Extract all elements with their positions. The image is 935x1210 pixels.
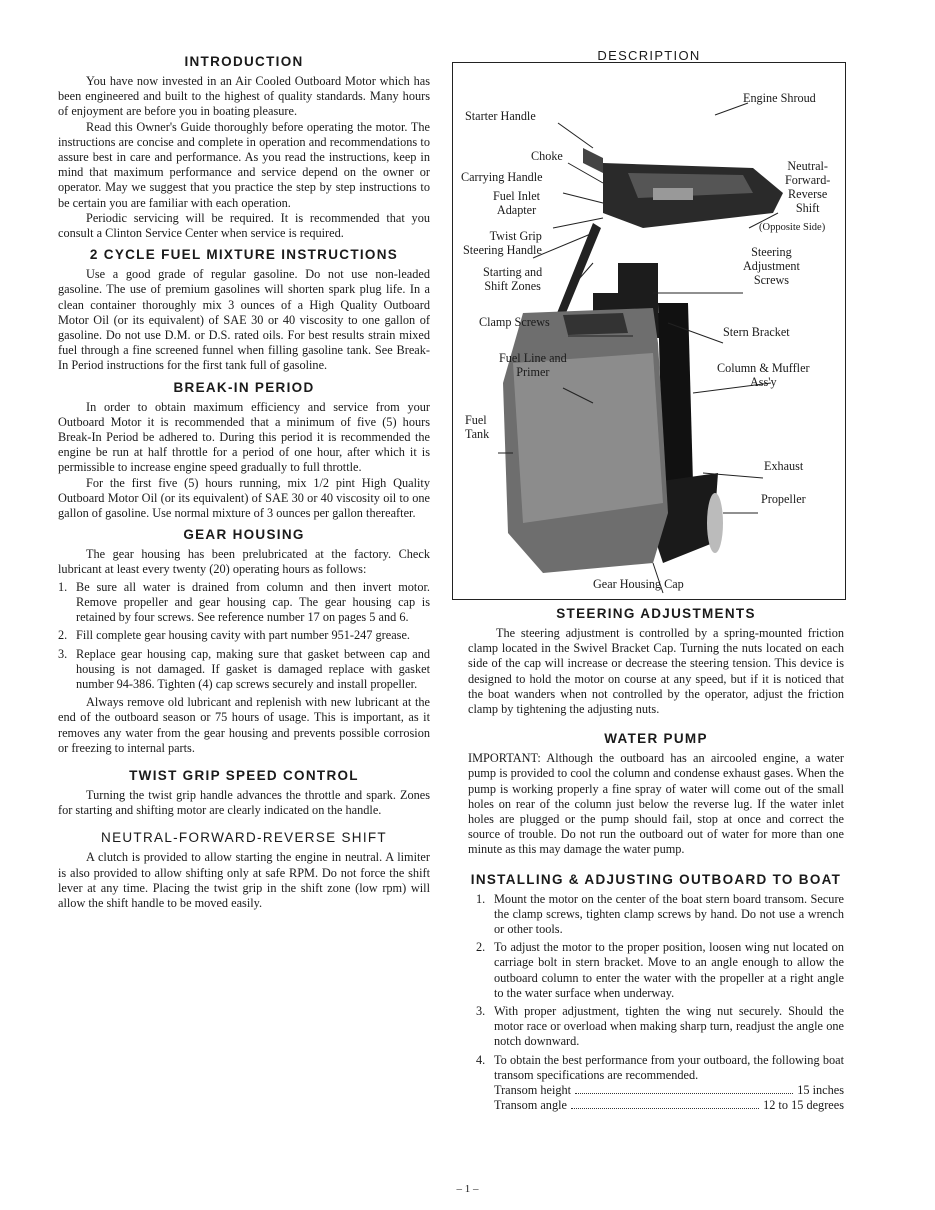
label-fuel-tank: Fuel Tank <box>465 413 490 441</box>
spec-row <box>494 1098 844 1113</box>
spec-value: 15 inches <box>797 1083 844 1098</box>
label-starter-handle: Starter Handle <box>465 109 536 123</box>
introduction-paragraph-1: You have now invested in an Air Cooled Outboard Motor which has been engineered and built to the highest of quality standards. Many hours of enjoyment are before you in boating pleasure. <box>58 74 430 119</box>
twist-grip-paragraph: Turning the twist grip handle advances the throttle and spark. Zones for starting and shifting motor are clearly indicated on the handle. <box>58 787 430 818</box>
label-propeller: Propeller <box>761 492 806 506</box>
list-item: 4. To obtain the best performance from your outboard, the following boat transom specifications are recommended. Transom height 15 inches Transom angle 12 to 15 degrees <box>476 1052 844 1113</box>
list-item: 1. Be sure all water is drained from column and then invert motor. Remove propeller and gear housing cap. The gear housing cap is retained by four screws. See reference number 17 on pages 5 and 6. <box>58 579 430 625</box>
label-fuel-inlet-adapter: Fuel Inlet Adapter <box>493 189 541 217</box>
nfr-shift-paragraph: A clutch is provided to allow starting the engine in neutral. A limiter is also provided to allow shifting only at safe RPM. Do not force the shift lever at any time. Placing the twist grip in the shift zone (low rpm) will allow the shift handle to be moved easily. <box>58 850 430 910</box>
figure-frame <box>452 62 846 600</box>
gear-housing-heading: GEAR HOUSING <box>183 527 305 543</box>
introduction-heading: INTRODUCTION <box>184 54 304 69</box>
label-opposite-side: (Opposite Side) <box>759 222 826 233</box>
introduction-paragraph-3: Periodic servicing will be required. It is recommended that you consult a Clinton Service Center when service is required. <box>58 210 430 241</box>
label-column-muffler: Column & Muffler Ass'y <box>717 361 810 389</box>
right-column <box>468 600 844 1116</box>
list-item: 2. To adjust the motor to the proper position, loosen wing nut located on carriage bolt in stern bracket. Move to an angle enough to allow the outboard column to enter the water with the propeller at a right angle to the water surface when underway. <box>476 940 844 1000</box>
break-in-heading: BREAK-IN PERIOD <box>173 379 315 395</box>
steering-paragraph: The steering adjustment is controlled by a spring-mounted friction clamp located in the Swivel Bracket Cap. Turning the nuts located on each side of the cap will increase or decrease the steering tension. This device is designed to hold the motor on course at any speed, but if it is noticed that the boat wanders when not controlled by the operator, adjust the friction clamp by tightening the adjusting nuts. <box>468 626 844 717</box>
label-starting-shift-zones: Starting and Shift Zones <box>483 265 543 293</box>
fuel-mixture-heading: 2 CYCLE FUEL MIXTURE INSTRUCTIONS <box>89 247 399 263</box>
left-column <box>58 48 430 911</box>
spec-label: Transom angle <box>494 1098 567 1113</box>
water-pump-paragraph: IMPORTANT: Although the outboard has an aircooled engine, a water pump is provided to cool the column and condense exhaust gases. When the pump is working properly a fine spray of water will come out of the small holes on rear of the column just below the reverse lug. If the water inlet holes are plugged or the pump should fail, stop at once and correct the source of trouble. Do not run the outboard out of water for more than one minute as this may damage the water pump. <box>468 751 844 857</box>
label-fuel-line-primer: Fuel Line and Primer <box>499 351 567 379</box>
break-in-paragraph-2: For the first five (5) hours running, mix 1/2 pint High Quality Outboard Motor Oil (or its equivalent) of SAE 30 or 40 viscosity oil to one gallon of gasoline. Use normal mixture of 3 ounces per gallon thereafter. <box>58 475 430 521</box>
label-exhaust: Exhaust <box>764 459 804 473</box>
label-gear-housing-cap: Gear Housing Cap <box>593 577 684 591</box>
label-nfr-shift: Neutral- Forward- Reverse Shift <box>785 159 831 215</box>
spec-row <box>494 1083 844 1098</box>
label-choke: Choke <box>531 149 563 163</box>
page-number: – 1 – <box>456 1183 479 1195</box>
break-in-paragraph-1: In order to obtain maximum efficiency and service from your Outboard Motor it is recommended that a minimum of five (5) hours Break-In Period be adhered to. During this period it is recommended the engine be run at half throttle for a period of one hour, after which it is permissible to increase engine speed gradually to full throttle. <box>58 399 430 475</box>
spec-value: 12 to 15 degrees <box>763 1098 844 1113</box>
list-item: 2. Fill complete gear housing cavity with part number 951-247 grease. <box>58 628 410 643</box>
water-pump-heading: WATER PUMP <box>604 731 708 747</box>
label-twist-grip: Twist Grip Steering Handle <box>463 229 542 257</box>
fuel-mixture-paragraph: Use a good grade of regular gasoline. Do not use non-leaded gasoline. The use of premium gasolines will shorten spark plug life. In a clean container thoroughly mix 3 ounces of a High Quality Outboard Motor Oil (or its equivalent) of SAE 30 or 40 viscosity to one gallon of gasoline. Do not use D.M. or D.S. rated oils. For best results strain mixed fuel through a fine screened funnel when filling gasoline tank. See Break-In Period instructions for the first tank full of gasoline. <box>58 267 430 373</box>
installing-steps <box>476 892 844 1114</box>
label-carrying-handle: Carrying Handle <box>461 170 543 184</box>
description-heading: DESCRIPTION <box>597 48 701 63</box>
twist-grip-heading: TWIST GRIP SPEED CONTROL <box>129 767 359 783</box>
gear-housing-closing: Always remove old lubricant and replenish with new lubricant at the end of the outboard season or 75 hours of usage. This is important, as it removes any water from the gear housing and prevents possible corrosion or freezing to internal parts. <box>58 695 430 755</box>
installing-heading: INSTALLING & ADJUSTING OUTBOARD TO BOAT <box>470 871 842 887</box>
introduction-paragraph-2: Read this Owner's Guide thoroughly before operating the motor. The instructions are concise and complete in operation and recommendations to assure best in care and performance. As you read the instructions, keep in mind that maximum performance and service depend on the owner or operator. May we suggest that you practice the step by step instructions to be certain you are familiar with each operation. <box>58 119 430 210</box>
gear-housing-steps <box>58 580 430 692</box>
gear-housing-intro: The gear housing has been prelubricated at the factory. Check lubricant at least every twenty (20) operating hours as follows: <box>58 547 430 577</box>
spec-label: Transom height <box>494 1083 572 1098</box>
steering-heading: STEERING ADJUSTMENTS <box>556 606 756 621</box>
label-clamp-screws: Clamp Screws <box>479 315 550 329</box>
nfr-shift-heading: NEUTRAL-FORWARD-REVERSE SHIFT <box>101 830 387 846</box>
list-item: 1. Mount the motor on the center of the boat stern board transom. Secure the clamp screws, tighten clamp screws by hand. Do not use a wrench or other tools. <box>476 891 844 937</box>
label-engine-shroud: Engine Shroud <box>743 91 816 105</box>
label-stern-bracket: Stern Bracket <box>723 325 790 339</box>
label-steering-adjustment: Steering Adjustment Screws <box>743 245 800 287</box>
list-item: 3. With proper adjustment, tighten the wing nut securely. Should the motor race or overload when making sharp turn, readjust the angle one notch downward. <box>476 1004 844 1049</box>
description-figure <box>452 48 846 600</box>
list-item: 3. Replace gear housing cap, making sure that gasket between cap and housing is not damaged. If gasket is damaged replace with gasket number 94-386. Tighten (4) cap screws securely and install propeller. <box>58 646 430 691</box>
